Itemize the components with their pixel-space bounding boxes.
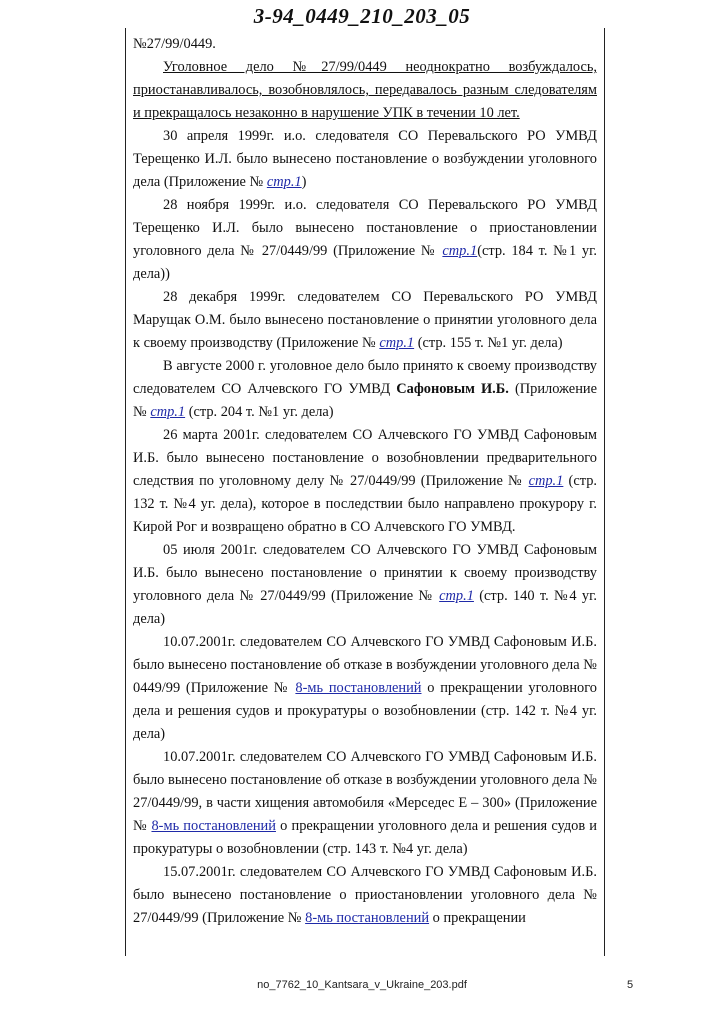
right-margin-line — [604, 28, 605, 956]
appendix-link[interactable]: стр.1 — [379, 335, 415, 351]
paragraph-10: 15.07.2001г. следователем СО Алчевского ГО УМВД Сафоновым И.Б. было вынесено постановление о приостановлении уголовного дела № 27/0449/99 (Приложение № 8-мь постановлений о прекращении — [133, 864, 597, 926]
resolutions-link[interactable]: 8-мь постановлений — [151, 818, 276, 834]
footer-page-number: 5 — [627, 979, 634, 991]
paragraph-2: 30 апреля 1999г. и.о. следователя СО Перевальского РО УМВД Терещенко И.Л. было вынесено постановление о возбуждении уголовного дела (Приложение № стр.1) — [133, 128, 597, 190]
document-body — [133, 33, 597, 930]
paragraph-4: 28 декабря 1999г. следователем СО Перевальского РО УМВД Марущак О.М. было вынесено постановление о принятии уголовного дела к своему производству (Приложение № стр.1 (стр. 155 т. №1 уг. дела) — [133, 289, 597, 351]
left-margin-line — [125, 28, 126, 956]
appendix-link[interactable]: стр.1 — [442, 243, 478, 259]
appendix-link[interactable]: стр.1 — [439, 588, 474, 604]
footer-filename: no_7762_10_Kantsara_v_Ukraine_203.pdf — [257, 979, 467, 991]
appendix-link[interactable]: стр.1 — [528, 473, 564, 489]
paragraph-8: 10.07.2001г. следователем СО Алчевского ГО УМВД Сафоновым И.Б. было вынесено постановление об отказе в возбуждении уголовного дела № 0449/99 (Приложение № 8-мь постановлений о прекращении уголовного дела и решения судов и прокуратуры о возобновлении (стр. 142 т. №4 уг. дела) — [133, 634, 597, 742]
appendix-link[interactable]: стр.1 — [266, 174, 302, 190]
paragraph-3: 28 ноября 1999г. и.о. следователя СО Перевальского РО УМВД Терещенко И.Л. было вынесено постановление о приостановлении уголовного дела № 27/0449/99 (Приложение № стр.1(стр. 184 т. №1 уг. дела)) — [133, 197, 597, 282]
resolutions-link[interactable]: 8-мь постановлений — [305, 910, 430, 926]
resolutions-link[interactable]: 8-мь постановлений — [295, 680, 422, 696]
paragraph-5: В августе 2000 г. уголовное дело было принято к своему производству следователем СО Алчевского ГО УМВД Сафоновым И.Б. (Приложение № стр.1 (стр. 204 т. №1 уг. дела) — [133, 358, 597, 420]
appendix-link[interactable]: стр.1 — [150, 404, 186, 420]
paragraph-1: Уголовное дело №27/99/0449 неоднократно возбуждалось, приостанавливалось, возобновлялось, передавалось разным следователям и прекращалось незаконно в нарушение УПК в течении 10 лет. — [133, 59, 597, 121]
paragraph-6: 26 марта 2001г. следователем СО Алчевского ГО УМВД Сафоновым И.Б. было вынесено постановление о возобновлении предварительного следствия по уголовному делу № 27/0449/99 (Приложение № стр.1 (стр. 132 т. №4 уг. дела), которое в последствии было направлено прокурору г. Кирой Рог и возвращено обратно в СО Алчевского ГО УМВД. — [133, 427, 597, 535]
page-header-title: 3-94_0449_210_203_05 — [253, 4, 471, 28]
paragraph-7: 05 июля 2001г. следователем СО Алчевского ГО УМВД Сафоновым И.Б. было вынесено постановление о принятии к своему производству уголовного дела № 27/0449/99 (Приложение № стр.1 (стр. 140 т. №4 уг. дела) — [133, 542, 598, 627]
paragraph-0: №27/99/0449. — [133, 36, 216, 52]
paragraph-9: 10.07.2001г. следователем СО Алчевского ГО УМВД Сафоновым И.Б. было вынесено постановление об отказе в возбуждении уголовного дела № 27/0449/99, в части хищения автомобиля «Мерседес Е – 300» (Приложение № 8-мь постановлений о прекращении уголовного дела и решения судов и прокуратуры о возобновлении (стр. 143 т. №4 уг. дела) — [133, 749, 597, 857]
